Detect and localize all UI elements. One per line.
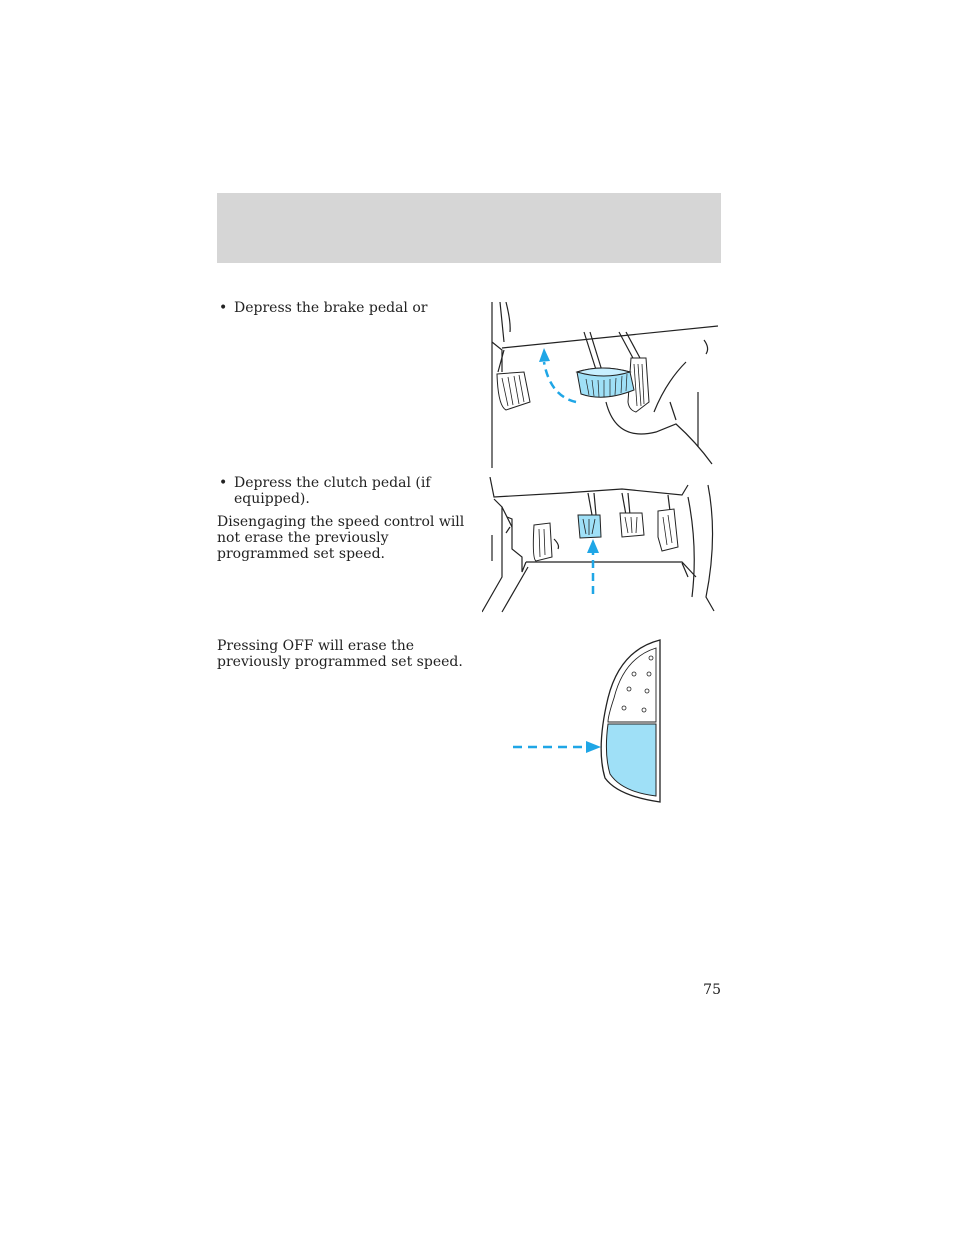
page-number: 75 [703,982,721,998]
bullet-dot: • [219,475,228,491]
disengage-note-line2: not erase the previously [217,530,389,546]
clutch-instruction-line2: equipped). [234,491,310,507]
off-note-line1: Pressing OFF will erase the [217,638,415,654]
off-button-illustration [510,638,665,806]
brake-instruction: Depress the brake pedal or [234,300,428,316]
brake-pedal-illustration [486,302,718,468]
disengage-note-line3: programmed set speed. [217,546,386,562]
clutch-pedal-illustration [482,477,716,622]
bullet-dot: • [219,300,228,316]
off-note-line2: previously programmed set speed. [217,654,463,670]
clutch-instruction-line1: Depress the clutch pedal (if [234,475,431,491]
disengage-note-line1: Disengaging the speed control will [217,514,465,530]
section-header-band [217,193,721,263]
